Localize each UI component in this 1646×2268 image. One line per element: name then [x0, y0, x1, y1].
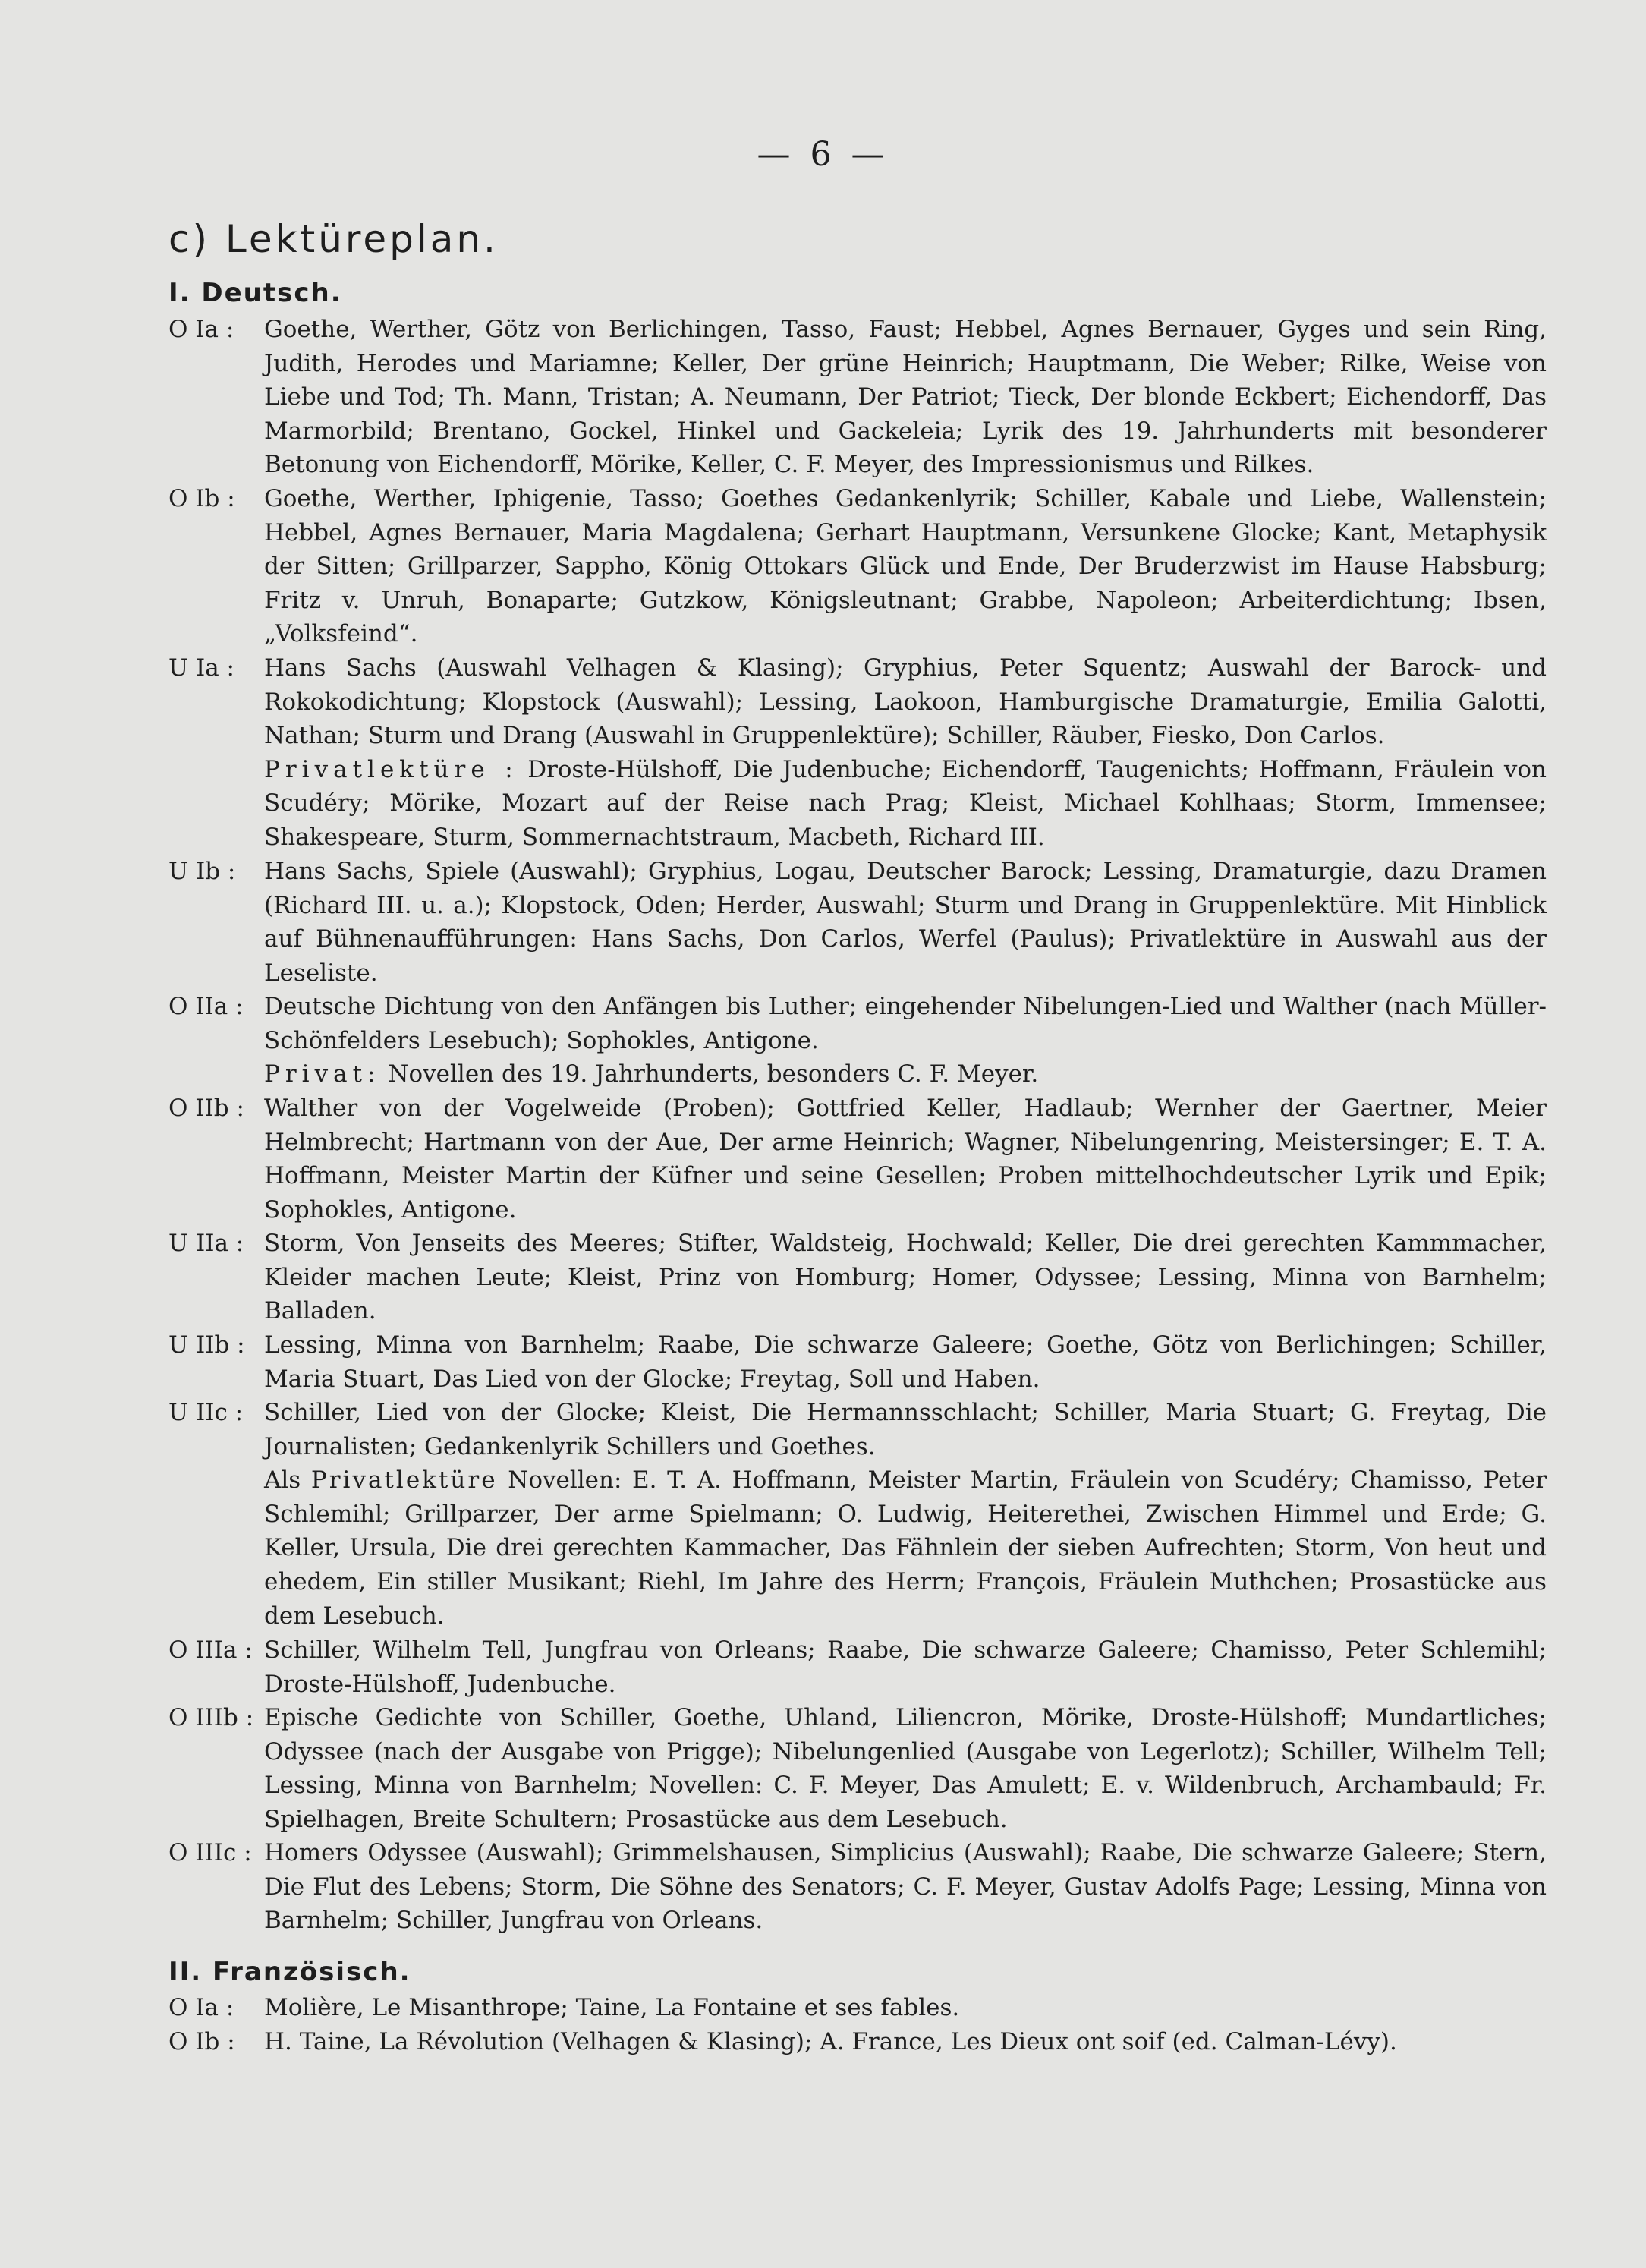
- entry-fr-o-ia: [168, 1991, 1557, 2025]
- entry-text: Hans Sachs, Spiele (Auswahl); Gryphius, Logau, Deutscher Barock; Lessing, Dramaturgie, dazu Dramen (Richard III. u. a.); Klopstock, Oden; Herder, Auswahl; Sturm und Drang in Gruppenlektüre. Mit Hinblick auf Bühnenaufführungen: Hans Sachs, Don Carlos, Werfel (Paulus); Privatlektüre in Auswahl aus der Leseliste.: [264, 858, 1547, 987]
- entry-text: Walther von der Vogelweide (Proben); Gottfried Keller, Hadlaub; Wernher der Gaertner, Meier Helmbrecht; Hartmann von der Aue, Der arme Heinrich; Wagner, Nibelungenring, Meistersinger; E. T. A. Hoffmann, Meister Martin der Küfner und seine Gesellen; Proben mittelhochdeutscher Lyrik und Epik; Sophokles, Antigone.: [264, 1095, 1547, 1224]
- section-heading-franzoesisch: II. Französisch.: [168, 1957, 411, 1987]
- page-number: — 6 —: [757, 135, 889, 174]
- entry-o-iiic: [168, 1836, 1557, 1938]
- class-label: U Ia :: [168, 654, 235, 682]
- entry-o-ib: [168, 482, 1557, 651]
- class-label: O IIIc :: [168, 1839, 252, 1866]
- entry-private-reading: [264, 753, 1547, 855]
- entry-text: Epische Gedichte von Schiller, Goethe, Uhland, Liliencron, Mörike, Droste-Hülshoff; Mundartliches; Odyssee (nach der Ausgabe von Prigge); Nibelungenlied (Ausgabe von Legerlotz); Schiller, Wilhelm Tell; Lessing, Minna von Barnhelm; Novellen: C. F. Meyer, Das Amulett; E. v. Wildenbruch, Archambauld; Fr. Spielhagen, Breite Schultern; Prosastücke aus dem Lesebuch.: [264, 1704, 1547, 1833]
- entry-u-iia: [168, 1227, 1557, 1328]
- private-reading-text: Novellen: E. T. A. Hoffmann, Meister Martin, Fräulein von Scudéry; Chamisso, Peter Schlemihl; Grillparzer, Der arme Spielmann; O. Ludwig, Heiterethei, Zwischen Himmel und Erde; G. Keller, Ursula, Die drei gerechten Kammacher, Das Fähnlein der sieben Aufrechten; Storm, Von heut und ehedem, Ein stiller Musikant; Riehl, Im Jahre des Herrn; François, Fräulein Muthchen; Prosastücke aus dem Lesebuch.: [264, 1466, 1547, 1630]
- entry-text: Molière, Le Misanthrope; Taine, La Fontaine et ses fables.: [264, 1994, 960, 2021]
- entry-o-iia: [168, 990, 1557, 1091]
- section-heading-deutsch: I. Deutsch.: [168, 278, 342, 308]
- private-reading-text: Droste-Hülshoff, Die Judenbuche; Eichendorff, Taugenichts; Hoffmann, Fräulein von Scudéry; Mörike, Mozart auf der Reise nach Prag; Kleist, Michael Kohlhaas; Storm, Immensee; Shakespeare, Sturm, Sommernachtstraum, Macbeth, Richard III.: [264, 755, 1547, 851]
- class-label: O IIa :: [168, 993, 244, 1020]
- entry-u-ib: [168, 855, 1557, 990]
- class-label: O IIb :: [168, 1095, 244, 1122]
- entry-fr-o-ib: [168, 2025, 1557, 2059]
- entry-o-iiib: [168, 1701, 1557, 1836]
- entry-text: H. Taine, La Révolution (Velhagen & Klasing); A. France, Les Dieux ont soif (ed. Calman-Lévy).: [264, 2028, 1397, 2055]
- entry-text: Schiller, Wilhelm Tell, Jungfrau von Orleans; Raabe, Die schwarze Galeere; Chamisso, Peter Schlemihl; Droste-Hülshoff, Judenbuche.: [264, 1636, 1547, 1698]
- entry-private-reading: [264, 1057, 1547, 1091]
- private-reading-label: Privat:: [264, 1060, 381, 1088]
- entry-private-reading: [264, 1463, 1547, 1633]
- class-label: U IIa :: [168, 1230, 244, 1257]
- private-reading-label: Privatlektüre: [310, 1466, 498, 1495]
- entry-text: Lessing, Minna von Barnhelm; Raabe, Die schwarze Galeere; Goethe, Götz von Berlichingen; Schiller, Maria Stuart, Das Lied von der Glocke; Freytag, Soll und Haben.: [264, 1331, 1547, 1393]
- private-reading-prefix: Als: [264, 1466, 301, 1495]
- entry-u-ia: [168, 651, 1557, 855]
- entry-o-ia: [168, 313, 1557, 482]
- page-title: c) Lektüreplan.: [168, 217, 499, 261]
- entry-o-iiia: [168, 1633, 1557, 1701]
- class-label: O Ib :: [168, 485, 235, 512]
- class-label: O Ia :: [168, 1994, 234, 2021]
- entry-text: Goethe, Werther, Götz von Berlichingen, Tasso, Faust; Hebbel, Agnes Bernauer, Gyges und sein Ring, Judith, Herodes und Mariamne; Keller, Der grüne Heinrich; Hauptmann, Die Weber; Rilke, Weise von Liebe und Tod; Th. Mann, Tristan; A. Neumann, Der Patriot; Tieck, Der blonde Eckbert; Eichendorff, Das Marmorbild; Brentano, Gockel, Hinkel und Gackeleia; Lyrik des 19. Jahrhunderts mit besonderer Betonung von Eichendorff, Mörike, Keller, C. F. Meyer, des Impressionismus und Rilkes.: [264, 316, 1547, 479]
- class-label: U IIc :: [168, 1399, 244, 1426]
- class-label: U Ib :: [168, 858, 236, 885]
- class-label: O IIIb :: [168, 1704, 254, 1731]
- entry-u-iic: [168, 1396, 1557, 1633]
- entry-text: Deutsche Dichtung von den Anfängen bis Luther; eingehender Nibelungen-Lied und Walther (nach Müller-Schönfelders Lesebuch); Sophokles, Antigone.: [264, 993, 1547, 1054]
- entry-text: Schiller, Lied von der Glocke; Kleist, Die Hermannsschlacht; Schiller, Maria Stuart; G. Freytag, Die Journalisten; Gedankenlyrik Schillers und Goethes.: [264, 1399, 1547, 1460]
- private-reading-text: Novellen des 19. Jahrhunderts, besonders C. F. Meyer.: [388, 1060, 1039, 1088]
- entry-text: Storm, Von Jenseits des Meeres; Stifter, Waldsteig, Hochwald; Keller, Die drei gerechten Kammmacher, Kleider machen Leute; Kleist, Prinz von Homburg; Homer, Odyssee; Lessing, Minna von Barnhelm; Balladen.: [264, 1230, 1547, 1325]
- class-label: O Ib :: [168, 2028, 235, 2055]
- entry-o-iib: [168, 1091, 1557, 1227]
- class-label: O IIIa :: [168, 1636, 253, 1664]
- entry-text: Homers Odyssee (Auswahl); Grimmelshausen, Simplicius (Auswahl); Raabe, Die schwarze Galeere; Stern, Die Flut des Lebens; Storm, Die Söhne des Senators; C. F. Meyer, Gustav Adolfs Page; Lessing, Minna von Barnhelm; Schiller, Jungfrau von Orleans.: [264, 1839, 1547, 1935]
- entry-text: Goethe, Werther, Iphigenie, Tasso; Goethes Gedankenlyrik; Schiller, Kabale und Liebe, Wallenstein; Hebbel, Agnes Bernauer, Maria Magdalena; Gerhart Hauptmann, Versunkene Glocke; Kant, Metaphysik der Sitten; Grillparzer, Sappho, König Ottokars Glück und Ende, Der Bruderzwist im Hause Habsburg; Fritz v. Unruh, Bonaparte; Gutzkow, Königsleutnant; Grabbe, Napoleon; Arbeiterdichtung; Ibsen, „Volksfeind“.: [264, 485, 1547, 648]
- entry-text: Hans Sachs (Auswahl Velhagen & Klasing); Gryphius, Peter Squentz; Auswahl der Barock- und Rokokodichtung; Klopstock (Auswahl); Lessing, Laokoon, Hamburgische Dramaturgie, Emilia Galotti, Nathan; Sturm und Drang (Auswahl in Gruppenlektüre); Schiller, Räuber, Fiesko, Don Carlos.: [264, 654, 1547, 750]
- class-label: O Ia :: [168, 316, 234, 343]
- private-reading-label: Privatlektüre :: [264, 755, 518, 783]
- entry-u-iib: [168, 1328, 1557, 1396]
- class-label: U IIb :: [168, 1331, 245, 1359]
